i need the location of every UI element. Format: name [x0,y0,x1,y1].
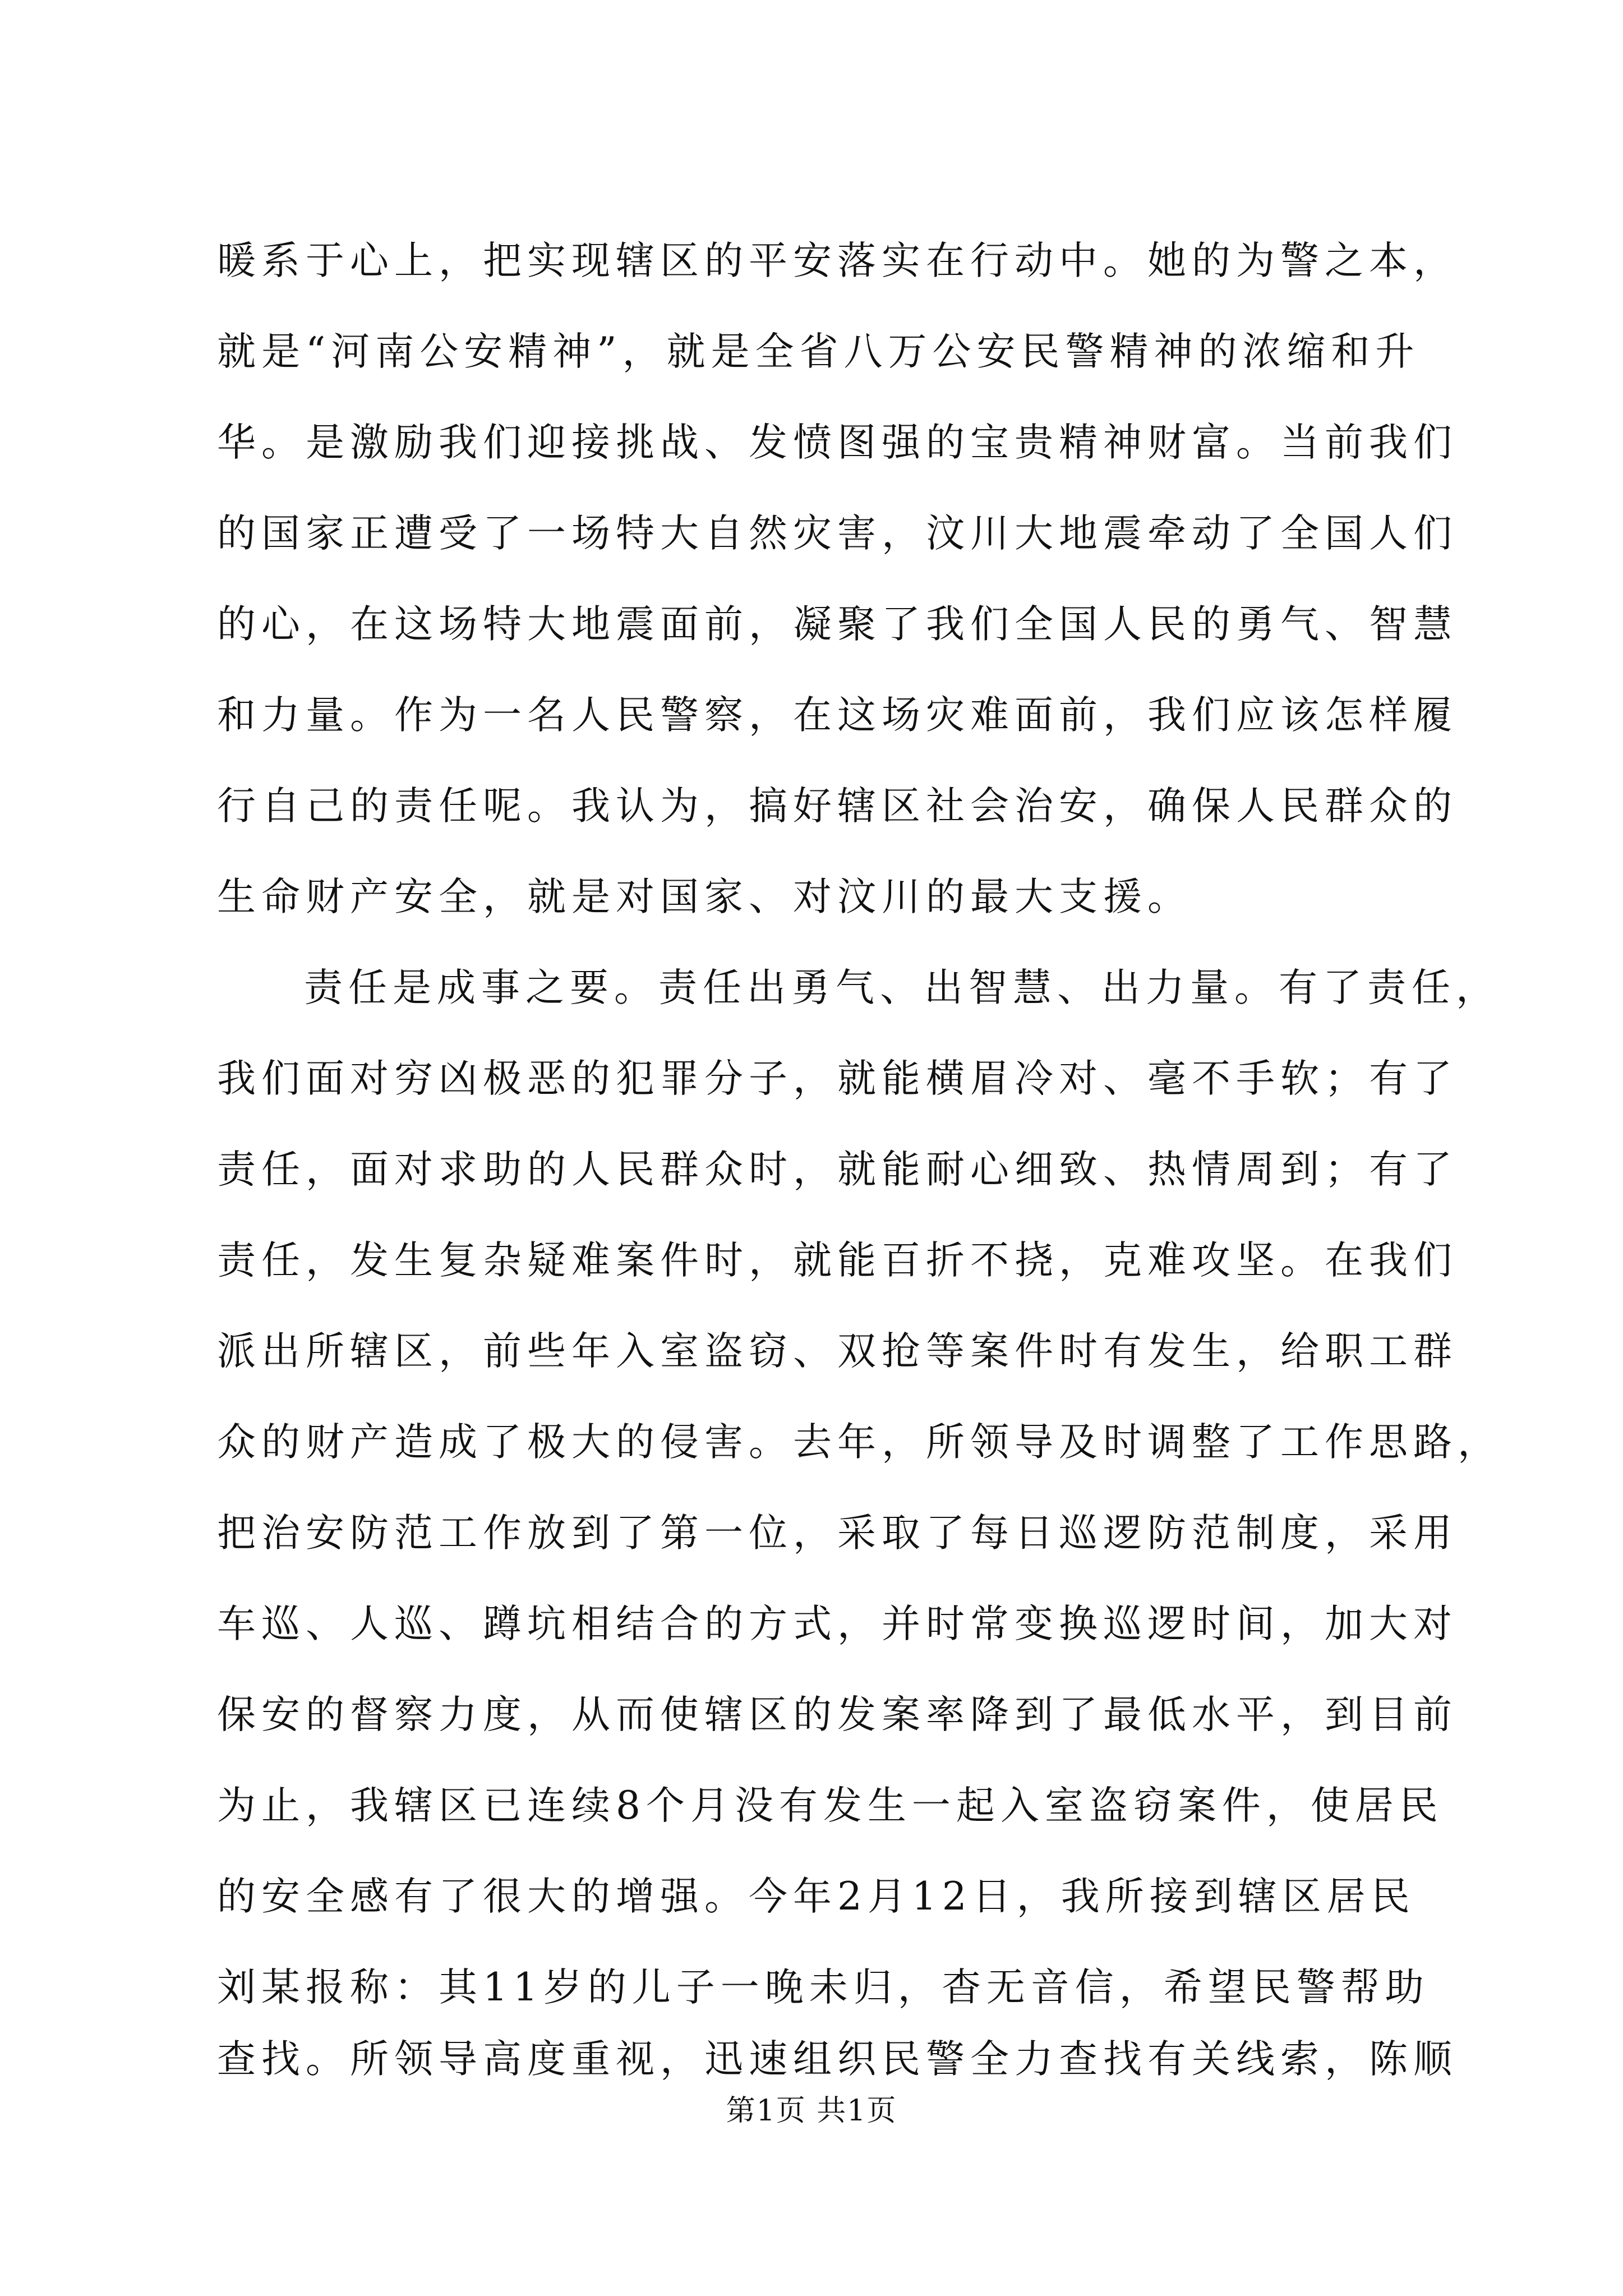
text-line: 众的财产造成了极大的侵害。去年，所领导及时调整了工作思路， [217,1420,1502,1465]
text-line: 的心，在这场特大地震面前，凝聚了我们全国人民的勇气、智慧 [217,602,1458,647]
text-line: 的国家正遭受了一场特大自然灾害，汶川大地震牵动了全国人们 [217,511,1458,556]
text-line: 责任，发生复杂疑难案件时，就能百折不挠，克难攻坚。在我们 [217,1238,1458,1283]
text-line: 华。是激励我们迎接挑战、发愤图强的宝贵精神财富。当前我们 [217,420,1458,465]
text-line: 我们面对穷凶极恶的犯罪分子，就能横眉冷对、毫不手软；有了 [217,1056,1458,1101]
text-line: 行自己的责任呢。我认为，搞好辖区社会治安，确保人民群众的 [217,784,1458,829]
text-line: 刘某报称：其11岁的儿子一晚未归，杳无音信，希望民警帮助 [217,1965,1430,2010]
page-footer: 第1页 共1页 [726,2094,897,2128]
text-line: 派出所辖区，前些年入室盗窃、双抢等案件时有发生，给职工群 [217,1329,1458,1374]
text-line: 查找。所领导高度重视，迅速组织民警全力查找有关线索，陈顺 [217,2037,1458,2082]
text-line: 和力量。作为一名人民警察，在这场灾难面前，我们应该怎样履 [217,693,1458,738]
text-line: 就是“河南公安精神”，就是全省八万公安民警精神的浓缩和升 [217,329,1420,374]
text-line: 生命财产安全，就是对国家、对汶川的最大支援。 [217,875,1192,919]
text-line: 把治安防范工作放到了第一位，采取了每日巡逻防范制度，采用 [217,1511,1458,1556]
text-line: 车巡、人巡、蹲坑相结合的方式，并时常变换巡逻时间，加大对 [217,1602,1458,1646]
text-line: 为止，我辖区已连续8个月没有发生一起入室盗窃案件，使居民 [217,1783,1444,1828]
text-line: 责任，面对求助的人民群众时，就能耐心细致、热情周到；有了 [217,1147,1458,1192]
text-line-indented: 责任是成事之要。责任出勇气、出智慧、出力量。有了责任， [304,965,1500,1010]
text-line: 暖系于心上，把实现辖区的平安落实在行动中。她的为警之本， [217,238,1458,283]
text-line: 的安全感有了很大的增强。今年2月12日，我所接到辖区居民 [217,1874,1415,1919]
text-line: 保安的督察力度，从而使辖区的发案率降到了最低水平，到目前 [217,1692,1458,1737]
